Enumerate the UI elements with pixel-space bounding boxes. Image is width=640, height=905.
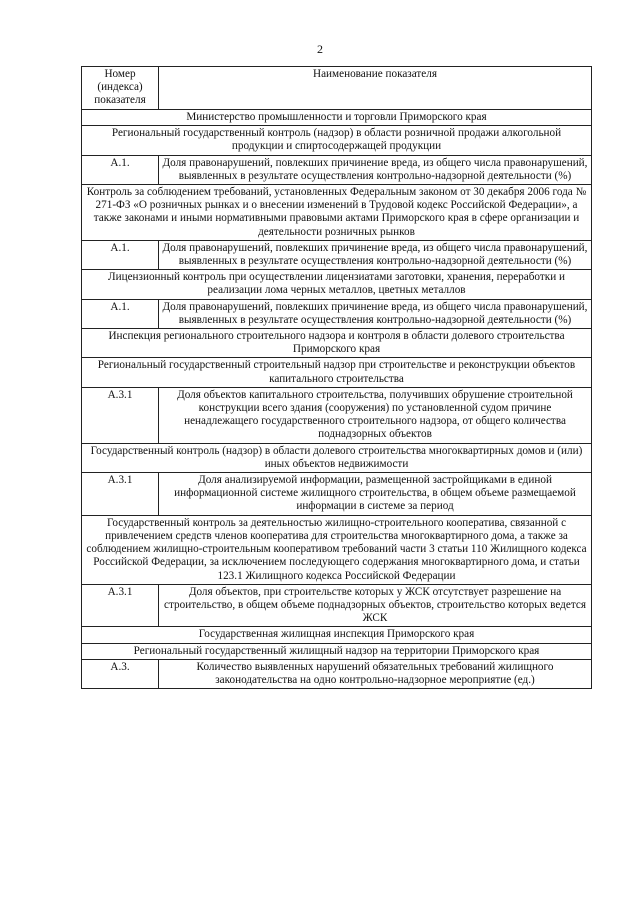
- section-row: [82, 515, 592, 584]
- section-row: [82, 126, 592, 155]
- section-title: Региональный государственный строительный надзор при строительстве и реконструкции объектов капитального строительства: [82, 358, 592, 387]
- indicator-code: А.3.1: [82, 473, 159, 516]
- section-row: [82, 627, 592, 643]
- indicator-code: А.3.: [82, 659, 159, 688]
- section-title: Государственный контроль за деятельностью жилищно-строительного кооператива, связанной с привлечением средств членов кооператива для строительства многоквартирного дома, а также за соблюдением жилищно-строительным кооперативом требований части 3 статьи 110 Жилищного кодекса Российской Федерации, за исключением последующего содержания многоквартирного дома, и статьи 123.1 Жилищного кодекса Российской Федерации: [82, 515, 592, 584]
- indicator-name: Доля объектов капитального строительства, получивших обрушение строительной конструкции всего здания (сооружения) по установленной судом причине ненадлежащего государственного строительного надзора, от общего количества поднадзорных объектов: [159, 387, 592, 443]
- indicator-name: Доля правонарушений, повлекших причинение вреда, из общего числа правонарушений, выявленных в результате осуществления контрольно-надзорной деятельности (%): [159, 299, 592, 328]
- section-title: Региональный государственный контроль (надзор) в области розничной продажи алкогольной продукции и спиртосодержащей продукции: [82, 126, 592, 155]
- section-title: Министерство промышленности и торговли Приморского края: [82, 110, 592, 126]
- indicator-name: Доля правонарушений, повлекших причинение вреда, из общего числа правонарушений, выявленных в результате осуществления контрольно-надзорной деятельности (%): [159, 240, 592, 269]
- indicator-row: [82, 387, 592, 443]
- indicator-row: [82, 155, 592, 184]
- section-row: [82, 110, 592, 126]
- section-title: Лицензионный контроль при осуществлении лицензиатами заготовки, хранения, переработки и реализации лома черных металлов, цветных металлов: [82, 270, 592, 299]
- header-code-cell: Номер (индекса) показателя: [82, 67, 159, 110]
- section-row: [82, 358, 592, 387]
- indicator-row: [82, 473, 592, 516]
- indicator-name: Доля анализируемой информации, размещенной застройщиками в единой информационной системе жилищного строительства, в общем объеме размещаемой информации в системе за период: [159, 473, 592, 516]
- indicator-row: [82, 299, 592, 328]
- indicator-code: А.1.: [82, 155, 159, 184]
- indicator-code: А.1.: [82, 299, 159, 328]
- header-name-cell: Наименование показателя: [159, 67, 592, 110]
- table-header-row: [82, 67, 592, 110]
- indicator-code: А.3.1: [82, 387, 159, 443]
- section-title: Государственный контроль (надзор) в области долевого строительства многоквартирных домов и (или) иных объектов недвижимости: [82, 443, 592, 472]
- section-row: [82, 643, 592, 659]
- indicator-row: [82, 584, 592, 627]
- section-title: Инспекция регионального строительного надзора и контроля в области долевого строительства Приморского края: [82, 329, 592, 358]
- indicator-name: Доля объектов, при строительстве которых у ЖСК отсутствует разрешение на строительство, в общем объеме поднадзорных объектов, строительство которых ведется ЖСК: [159, 584, 592, 627]
- indicator-code: А.1.: [82, 240, 159, 269]
- section-row: [82, 185, 592, 241]
- indicators-table: [81, 66, 592, 689]
- indicator-name: Доля правонарушений, повлекших причинение вреда, из общего числа правонарушений, выявленных в результате осуществления контрольно-надзорной деятельности (%): [159, 155, 592, 184]
- indicator-name: Количество выявленных нарушений обязательных требований жилищного законодательства на одно контрольно-надзорное мероприятие (ед.): [159, 659, 592, 688]
- section-title: Контроль за соблюдением требований, установленных Федеральным законом от 30 декабря 2006 года № 271-ФЗ «О розничных рынках и о внесении изменений в Трудовой кодекс Российской Федерации», а также законами и иными нормативными правовыми актами Приморского края в сфере организации и деятельности розничных рынков: [82, 185, 592, 241]
- section-row: [82, 443, 592, 472]
- indicator-code: А.3.1: [82, 584, 159, 627]
- section-title: Государственная жилищная инспекция Приморского края: [82, 627, 592, 643]
- indicator-row: [82, 659, 592, 688]
- section-title: Региональный государственный жилищный надзор на территории Приморского края: [82, 643, 592, 659]
- indicator-row: [82, 240, 592, 269]
- section-row: [82, 329, 592, 358]
- page-number: 2: [317, 42, 323, 56]
- section-row: [82, 270, 592, 299]
